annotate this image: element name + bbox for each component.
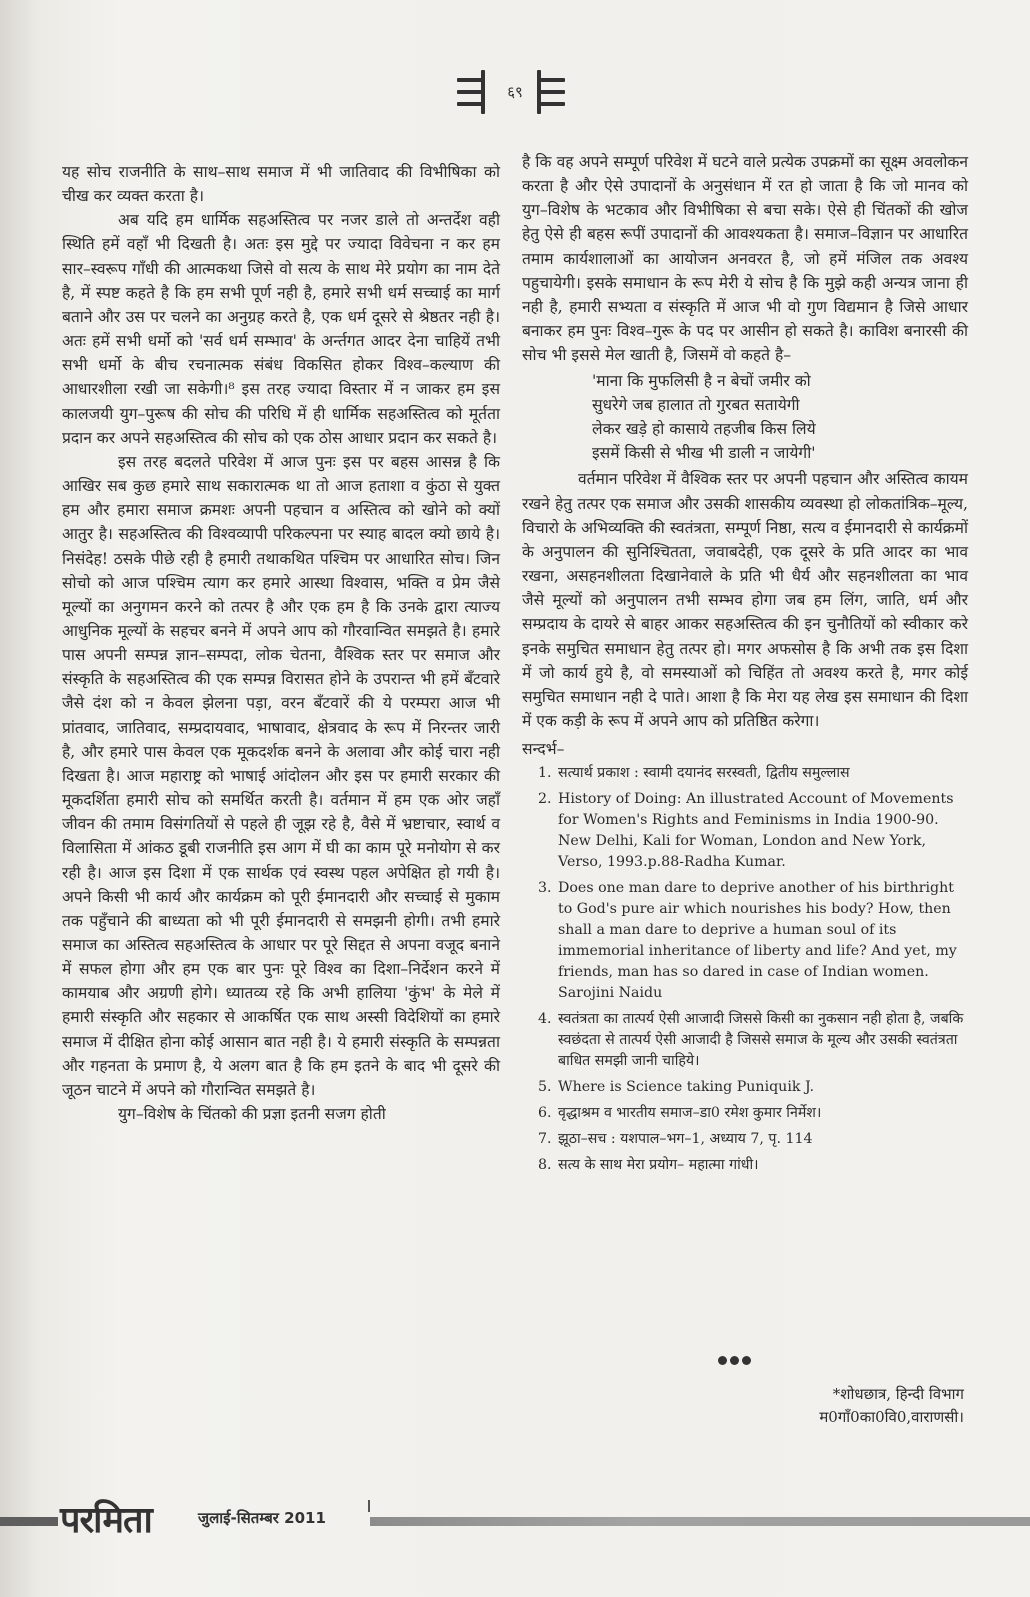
left-paragraph-2: अब यदि हम धार्मिक सहअस्तित्व पर नजर डाले तो अन्तर्देश वही स्थिति हमें वहाँ भी दिखती है। अतः इस मुद्दे पर ज्यादा विवेचना न कर हम सार–स्वरूप गाँधी की आत्मकथा जिसे वो सत्य के साथ मेरे प्रयोग का नाम देते है, में स्पष्ट कहते है कि हम सभी पूर्ण नही है, हमारे सभी धर्म सच्चाई का मार्ग बताने और उस पर चलने का अनुग्रह करते है, एक धर्म दूसरे से श्रेष्ठतर नही है। अतः हमें सभी धर्मो को 'सर्व धर्म सम्भाव' के अर्न्तगत आदर देना चाहियें तभी सभी धर्मो के बीच रचनात्मक संबंध विकसित होकर विश्व–कल्याण की आधारशीला रखी जा सकेगी।⁸ इस तरह ज्यादा विस्तार में न जाकर हम इस कालजयी युग–पुरूष की सोच की परिधि में ही धार्मिक सहअस्तित्व को मूर्तता प्रदान कर अपने सहअस्तित्व की सोच को एक ठोस आधार प्रदान कर सकते है। [62,211,500,447]
author-university: म0गाँ0का0वि0,वाराणसी। [819,1408,964,1426]
reference-item: 2. History of Doing: An illustrated Account of Movements for Women's Rights and Feminisms in India 1900-90. New Delhi, Kali for Woman, London and New York, Verso, 1993.p.88-Radha Kumar. [556,789,968,873]
left-paragraph-4: युग–विशेष के चिंतको की प्रज्ञा इतनी सजग होती [118,1105,386,1124]
reference-item: 7. झूठा–सच : यशपाल–भग–1, अध्याय 7, पृ. 114 [556,1129,968,1150]
reference-item: 8. सत्य के साथ मेरा प्रयोग– महात्मा गांधी। [556,1155,968,1176]
issue-date: जुलाई-सितम्बर 2011 [198,1509,326,1527]
magazine-name: परमिता [60,1500,152,1541]
reference-item: 4. स्वतंत्रता का तात्पर्य ऐसी आजादी जिससे किसी का नुकसान नही होता है, जबकि स्वछंदता से तात्पर्य ऐसी आजादी है जिससे समाज के मूल्य और उसकी स्वतंत्रता बाधित समझी जानी चाहिये। [556,1009,968,1072]
right-column [522,150,968,1181]
ornament-left-bar-3 [457,102,483,106]
poem-line: लेकर खड़े हो कासाये तहजीब किस लिये [592,420,816,439]
author-note [819,1383,964,1429]
section-end-dots [718,1350,758,1362]
page-number-header [455,70,575,120]
ornament-right-bar-1 [539,78,565,82]
reference-item: 5. Where is Science taking Puniquik J. [556,1077,968,1098]
right-paragraph-2: वर्तमान परिवेश में वैश्विक स्तर पर अपनी पहचान और अस्तित्व कायम रखने हेतु तत्पर एक समाज और उसकी शासकीय व्यवस्था हो लोकतांत्रिक–मूल्य, विचारो के अभिव्यक्ति की स्वतंत्रता, सम्पूर्ण निष्ठा, सत्य व ईमानदारी से कार्यक्रमों के अनुपालन की सुनिश्चितता, जवाबदेही, एक दूसरे के प्रति आदर का भाव रखना, असहनशीलता दिखानेवाले के प्रति भी धैर्य और सहनशीलता का भाव जैसे मूल्यों को अनुपालन तभी सम्भव होगा जब हम लिंग, जाति, धर्म और सम्प्रदाय के दायरे से बाहर आकर सहअस्तित्व की इन चुनौतियों को स्वीकार करे इनके समुचित समाधान हेतु तत्पर हो। मगर अफसोस है कि अभी तक इस दिशा में जो कार्य हुये है, वो समस्याओं को चिहिंत तो अवश्य करते है, मगर कोई समुचित समाधान नही दे पाते। आशा है कि मेरा यह लेख इस समाधान की दिशा में एक कड़ी के रूप में अपने आप को प्रतिष्ठित करेगा। [522,470,968,730]
ornament-left-vertical [481,70,485,114]
author-department: *शोधछात्र, हिन्दी विभाग [832,1385,964,1403]
reference-item: 6. वृद्धाश्रम व भारतीय समाज–डा0 रमेश कुमार निर्मेश। [556,1103,968,1124]
reference-item: 3. Does one man dare to deprive another of his birthright to God's pure air which nourishes his body? How, then shall a man dare to deprive a human soul of its immemorial inheritance of liberty and life? And yet, my friends, man has so dared in case of Indian women. Sarojini Naidu [556,878,968,1004]
ornament-left-bar-1 [457,78,483,82]
footer-marker [368,1500,370,1512]
ornament-left-bar-2 [457,90,483,94]
ornament-right-bar-3 [539,102,565,106]
footer-right-stripe [370,1517,1030,1526]
references-list [522,763,968,1176]
page-number: ६९ [507,83,523,101]
left-paragraph-3: इस तरह बदलते परिवेश में आज पुनः इस पर बहस आसन्न है कि आखिर सब कुछ हमारे साथ सकारात्मक था तो आज हताशा व कुंठा से युक्त हम और हमारा समाज क्रमशः अपनी पहचान व अस्तित्व को खोने को क्यों आतुर है। सहअस्तित्व की विश्वव्यापी परिकल्पना पर स्याह बादल क्यो छाये है। निसंदेह! ठसके पीछे रही है हमारी तथाकथित पश्चिम पर आधारित सोच। जिन सोचो को आज पश्चिम त्याग कर हमारे आस्था विश्वास, भक्ति व प्रेम जैसे मूल्यों का अनुगमन करने को तत्पर है और एक हम है कि उनके द्वारा त्याज्य आधुनिक मूल्यों के सहचर बनने में अपने आप को गौरवान्वित समझते है। हमारे पास अपनी सम्पन्न ज्ञान–सम्पदा, लोक चेतना, वैश्विक स्तर पर समाज और संस्कृति के सहअस्तित्व की एक सम्पन्न विरासत होने के उपरान्त भी हमें बँटवारे जैसे दंश को न केवल झेलना पड़ा, वरन बँटवारें की ये परम्परा आज भी प्रांतवाद, जातिवाद, सम्प्रदायवाद, भाषावाद, क्षेत्रवाद के रूप में निरन्तर जारी है, और हमारे पास केवल एक मूकदर्शक बनने के अलावा और कोई चारा नही दिखता है। आज महाराष्ट्र को भाषाई आंदोलन और इस पर हमारी सरकार की मूकदर्शिता हमारी सोच को समर्थित करती है। वर्तमान में हम एक ओर जहाँ जीवन की तमाम विसंगतियों से पहले ही जूझ रहे है, वैसे में भ्रष्टाचार, स्वार्थ व विलासिता में आंकठ डूबी राजनीति इस आग में घी का काम पूरे मनोयोग से कर रही है। आज इस दिशा में एक सार्थक एवं स्वस्थ पहल अपेक्षित हो गयी है। अपने किसी भी कार्य और कार्यक्रम को पूरी ईमानदारी और सच्चाई से मुकाम तक पहुँचाने की बाध्यता को भी पूरी ईमानदारी से समझनी होगी। तभी हमारे समाज का अस्तित्व सहअस्तित्व के आधार पर पूरे सिद्दत से अपना वजूद बनाने में सफल होगा और हम एक बार पुनः पूरे विश्व का दिशा–निर्देशन करने में कामयाब और अग्रणी होगे। ध्यातव्य रहे कि अभी हालिया 'कुंभ' के मेले में हमारी संस्कृति और सहकार से आकर्षित एक साथ अस्सी विदेशियों का हमारे समाज में दीक्षित होना कोई आसान बात नही है। ये हमारी संस्कृति के सम्पन्नता और गहनता के प्रमाण है, ये अलग बात है कि हम इतने के बाद भी दूसरे की जूठन चाटने में अपने को गौरान्वित समझते है। [62,452,500,1099]
poem-line: इसमें किसी से भीख भी डाली न जायेगी' [592,444,816,463]
right-paragraph-1: है कि वह अपने सम्पूर्ण परिवेश में घटने वाले प्रत्येक उपक्रमों का सूक्ष्म अवलोकन करता है और ऐसे उपादानों के अनुसंधान में रत हो जाता है कि जो मानव को युग–विशेष के भटकाव और विभीषिका से बचा सके। ऐसे ही चिंतकों की खोज हेतु ऐसे ही बहस रूपीं उपादानों की आवश्यकता है। समाज–विज्ञान पर आधारित तमाम कार्यशालाओं का आयोजन अनवरत है, जो हमें मंजिल तक अवश्य पहुचायेगी। इसके समाधान के रूप मेरी ये सोच है कि मुझे कही अन्यत्र जाना ही नही है, हमारी सभ्यता व संस्कृति में आज भी वो गुण विद्यमान है जिसे आधार बनाकर हम पुनः विश्व–गुरू के पद पर आसीन हो सकते है। काविश बनारसी की सोच भी इससे मेल खाती है, जिसमें वो कहते है– [522,153,968,365]
poem-line: 'माना कि मुफलिसी है न बेचों जमीर को [592,372,811,391]
ornament-right-bar-2 [539,90,565,94]
page-footer [0,1500,1030,1540]
left-paragraph-1: यह सोच राजनीति के साथ–साथ समाज में भी जातिवाद की विभीषिका को चीख कर व्यक्त करता है। [62,163,500,206]
reference-item: 1. सत्यार्थ प्रकाश : स्वामी दयानंद सरस्वती, द्वितीय समुल्लास [556,763,968,784]
footer-left-stripe [0,1517,58,1526]
references-heading: सन्दर्भ– [522,740,565,759]
poem-line: सुधरेगे जब हालात तो गुरबत सतायेगी [592,396,800,415]
poem-quote [592,369,968,465]
left-column [62,160,500,1126]
